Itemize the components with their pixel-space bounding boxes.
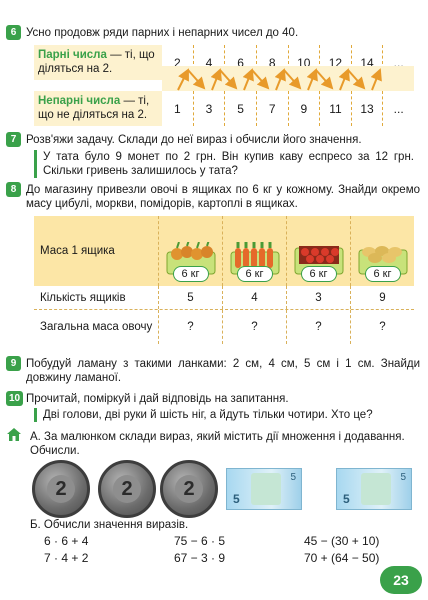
mass-label: Маса 1 ящика <box>40 245 115 257</box>
total-cell: ? <box>158 310 222 344</box>
odd-cell: 1 <box>162 91 193 126</box>
kg-label: 6 кг <box>173 266 209 282</box>
task-number-6: 6 <box>6 25 21 40</box>
tomato-crate <box>286 216 350 286</box>
odd-cell: ... <box>382 91 414 126</box>
banknote-icon: 5 5 <box>226 468 302 510</box>
total-cell: ? <box>286 310 350 344</box>
even-cell: 14 <box>351 45 383 80</box>
even-label: Парні числа — ті, що діляться на 2. <box>38 49 155 75</box>
even-cell: 12 <box>319 45 351 80</box>
kg-label: 6 кг <box>365 266 401 282</box>
home-icon <box>6 427 22 442</box>
home-part-b: Б. Обчисли значення виразів. <box>30 519 189 531</box>
potato-crate <box>350 216 414 286</box>
total-cell: ? <box>350 310 414 344</box>
coin-icon: 2 <box>160 460 218 518</box>
count-cell: 5 <box>158 286 222 309</box>
task-number-8: 8 <box>6 182 21 197</box>
count-cell: 9 <box>350 286 414 309</box>
even-cell: 8 <box>256 45 288 80</box>
odd-cell: 9 <box>288 91 320 126</box>
even-cell: 10 <box>288 45 320 80</box>
task-number-10: 10 <box>6 391 23 406</box>
count-label: Кількість ящиків <box>40 291 126 304</box>
coin-icon: 2 <box>32 460 90 518</box>
task10-text: Прочитай, поміркуй і дай відповідь на запитання. <box>26 393 289 405</box>
expression: 7 · 4 + 2 <box>44 551 89 565</box>
carrot-crate <box>222 216 286 286</box>
task8-text: До магазину привезли овочі в ящиках по 6 кг у кожному. Знайди окремо масу цибулі, моркви, помідорів, картоплі в ящиках. <box>26 184 420 210</box>
task7-text: Розв'яжи задачу. Склади до неї вираз і обчисли його значення. <box>26 134 362 146</box>
banknote-icon: 5 5 <box>336 468 412 510</box>
odd-numbers-row <box>34 91 414 126</box>
kg-label: 6 кг <box>237 266 273 282</box>
expression: 70 + (64 − 50) <box>304 551 380 565</box>
count-cell: 4 <box>222 286 286 309</box>
task-number-7: 7 <box>6 132 21 147</box>
odd-cell: 3 <box>193 91 225 126</box>
expression: 6 · 6 + 4 <box>44 534 89 548</box>
total-cell: ? <box>222 310 286 344</box>
expression: 75 − 6 · 5 <box>174 534 226 548</box>
task6-text: Усно продовж ряди парних і непарних чисел до 40. <box>26 27 299 39</box>
expression: 45 − (30 + 10) <box>304 534 380 548</box>
odd-cell: 13 <box>351 91 383 126</box>
task9-text: Побудуй ламану з такими ланками: 2 см, 4 см, 5 см і 1 см. Знайди довжину ламаної. <box>26 358 420 384</box>
even-cell: 4 <box>193 45 225 80</box>
coin-icon: 2 <box>98 460 156 518</box>
total-label: Загальна маса овочу <box>40 321 153 333</box>
even-cell: ... <box>382 45 414 80</box>
even-cell: 6 <box>224 45 256 80</box>
kg-label: 6 кг <box>301 266 337 282</box>
vegetables-table <box>34 216 414 344</box>
page-number: 23 <box>380 566 422 594</box>
expression: 67 − 3 · 9 <box>174 551 226 565</box>
count-cell: 3 <box>286 286 350 309</box>
home-part-a: А. За малюнком склади вираз, який містить дії множення і додавання. Обчисли. <box>30 431 405 457</box>
odd-cell: 11 <box>319 91 351 126</box>
odd-label: Непарні числа — ті, що не діляться на 2. <box>38 95 150 121</box>
odd-cell: 7 <box>256 91 288 126</box>
task10-riddle: Дві голови, дві руки й шість ніг, а йдуть тільки чотири. Хто це? <box>34 408 420 422</box>
odd-cell: 5 <box>224 91 256 126</box>
task-number-9: 9 <box>6 356 21 371</box>
onion-crate <box>158 216 222 286</box>
sequence-arrows <box>162 66 414 92</box>
task7-problem: У тата було 9 монет по 2 грн. Він купив каву еспресо за 12 грн. Скільки гривень залишилось у тата? <box>34 150 414 178</box>
even-cell: 2 <box>162 45 193 80</box>
